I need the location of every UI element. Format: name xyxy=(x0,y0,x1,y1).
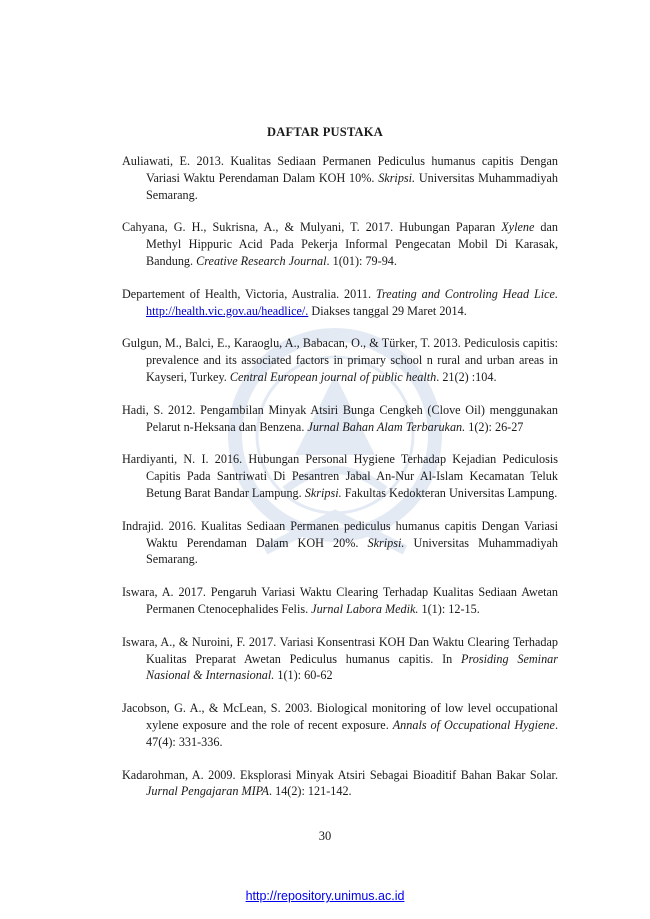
reference-source: Annals of Occupational Hygiene xyxy=(392,717,555,732)
reference-text: . 21(2) :104. xyxy=(436,369,497,384)
bibliography-heading: DAFTAR PUSTAKA xyxy=(267,125,383,139)
reference-text: . 14(2): 121-142. xyxy=(269,784,352,799)
reference-entry xyxy=(122,700,558,750)
reference-source: Skripsi. xyxy=(304,485,342,500)
reference-source: Jurnal Pengajaran MIPA xyxy=(146,784,269,799)
reference-text: . 1(01): 79-94. xyxy=(326,253,397,268)
reference-text: 1(2): 26-27 xyxy=(465,419,524,434)
reference-source: Central European journal of public health xyxy=(229,369,437,384)
reference-entry xyxy=(122,286,558,320)
reference-text: Fakultas Kedokteran Universitas Lampung. xyxy=(341,485,558,500)
page-number: 30 xyxy=(318,829,332,843)
reference-text: Cahyana, G. H., Sukrisna, A., & Mulyani, T. 2017. Hubungan Paparan xyxy=(122,220,502,235)
reference-entry xyxy=(122,767,558,801)
reference-text: Gulgun, M., Balci, E., Karaoglu, A., Babacan, O., & Türker, T. 2013. Pediculosis capitis: prevalence and its associated factors in primary school n rural and urban areas in Kayseri, Turkey. xyxy=(122,336,558,384)
reference-text: dan Methyl Hippuric Acid Pada Pekerja Informal Pengecatan Mobil Di Karasak, Bandung. xyxy=(146,220,558,268)
reference-text: Universitas Muhammadiyah Semarang. xyxy=(146,170,558,202)
reference-text: Departement of Health, Victoria, Australia. 2011. xyxy=(122,286,376,301)
reference-text: 1(1): 12-15. xyxy=(418,601,480,616)
reference-text: Iswara, A., & Nuroini, F. 2017. Variasi Konsentrasi KOH Dan Waktu Clearing Terhadap Kualitas Preparat Awetan Pediculus humanus capitis. In xyxy=(122,634,558,666)
repository-link[interactable]: http://repository.unimus.ac.id xyxy=(245,889,405,903)
reference-entry xyxy=(122,634,558,684)
reference-source: Jurnal Labora Medik. xyxy=(311,601,419,616)
reference-source: Xylene xyxy=(501,220,535,235)
reference-text: Universitas Muhammadiyah Semarang. xyxy=(146,535,559,567)
reference-source: Prosiding Seminar Nasional & Internasional. xyxy=(146,651,558,683)
reference-list xyxy=(122,153,558,816)
reference-entry xyxy=(122,335,558,385)
reference-text: 1(1): 60-62 xyxy=(274,668,333,683)
reference-entry xyxy=(122,451,558,501)
reference-source: Skripsi. xyxy=(367,535,405,550)
reference-text: . 47(4): 331-336. xyxy=(146,717,558,749)
reference-source: Creative Research Journal xyxy=(196,253,327,268)
reference-entry xyxy=(122,219,558,269)
reference-text: Indrajid. 2016. Kualitas Sediaan Permanen pediculus humanus capitis Dengan Variasi Waktu Perendaman Dalam KOH 20%. xyxy=(122,518,558,550)
reference-source: Treating and Controling Head Lice. xyxy=(375,286,558,301)
reference-text: Diakses tanggal 29 Maret 2014. xyxy=(308,303,467,318)
reference-entry xyxy=(122,153,558,203)
reference-text: Auliawati, E. 2013. Kualitas Sediaan Permanen Pediculus humanus capitis Dengan Variasi Waktu Perendaman Dalam KOH 10%. xyxy=(122,154,558,185)
reference-text: Hardiyanti, N. I. 2016. Hubungan Personal Hygiene Terhadap Kejadian Pediculosis Capitis Pada Santriwati Di Pesantren Jabal An-Nur Al-Islam Kecamatan Teluk Betung Barat Bandar Lampung. xyxy=(122,452,558,500)
reference-source: Jurnal Bahan Alam Terbarukan. xyxy=(307,419,466,434)
reference-entry xyxy=(122,402,558,436)
reference-entry xyxy=(122,518,558,568)
reference-text: Kadarohman, A. 2009. Eksplorasi Minyak Atsiri Sebagai Bioaditif Bahan Bakar Solar. xyxy=(122,767,558,782)
reference-source: Skripsi. xyxy=(378,170,416,185)
reference-text: Hadi, S. 2012. Pengambilan Minyak Atsiri Bunga Cengkeh (Clove Oil) menggunakan Pelarut n-Heksana dan Benzena. xyxy=(122,402,558,434)
reference-entry xyxy=(122,584,558,618)
reference-text: Jacobson, G. A., & McLean, S. 2003. Biological monitoring of low level occupational xylene exposure and the role of recent exposure. xyxy=(122,701,558,732)
reference-text: Iswara, A. 2017. Pengaruh Variasi Waktu Clearing Terhadap Kualitas Sediaan Awetan Permanen Ctenocephalides Felis. xyxy=(122,585,558,616)
reference-url-link[interactable]: http://health.vic.gov.au/headlice/. xyxy=(146,303,309,318)
